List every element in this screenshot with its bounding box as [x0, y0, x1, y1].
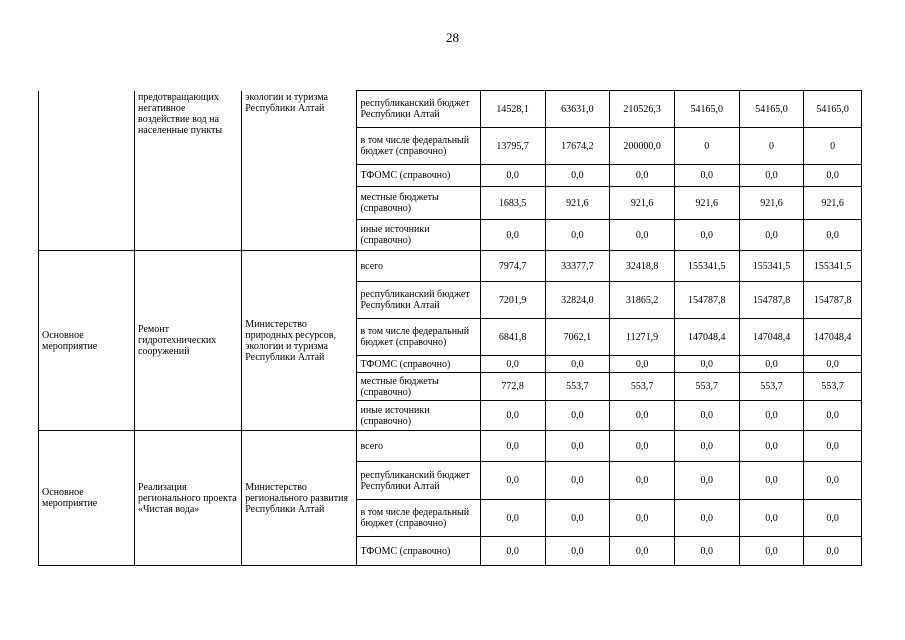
- value-cell: 7974,7: [480, 251, 545, 282]
- table-row: [39, 91, 862, 128]
- value-cell: 0,0: [674, 537, 739, 566]
- table-row: [39, 251, 862, 282]
- value-cell: 553,7: [739, 373, 804, 401]
- event-type-cell: Основное мероприятие: [39, 251, 135, 431]
- value-cell: 200000,0: [610, 128, 675, 165]
- value-cell: 54165,0: [804, 91, 862, 128]
- value-cell: 0,0: [739, 401, 804, 431]
- budget-table: [38, 90, 862, 566]
- value-cell: 0,0: [739, 165, 804, 187]
- value-cell: 7062,1: [545, 319, 610, 356]
- value-cell: 0,0: [610, 220, 675, 251]
- value-cell: 921,6: [674, 187, 739, 220]
- value-cell: 0,0: [674, 401, 739, 431]
- value-cell: 0,0: [674, 165, 739, 187]
- value-cell: 0,0: [674, 462, 739, 500]
- value-cell: 0,0: [610, 462, 675, 500]
- value-cell: 553,7: [804, 373, 862, 401]
- source-label-cell: ТФОМС (справочно): [357, 356, 480, 373]
- value-cell: 0: [739, 128, 804, 165]
- value-cell: 7201,9: [480, 282, 545, 319]
- value-cell: 921,6: [804, 187, 862, 220]
- value-cell: 0,0: [545, 356, 610, 373]
- value-cell: 921,6: [545, 187, 610, 220]
- source-label-cell: ТФОМС (справочно): [357, 537, 480, 566]
- event-name-cell: Реализация регионального проекта «Чистая вода»: [135, 431, 242, 566]
- value-cell: 0,0: [545, 220, 610, 251]
- value-cell: 155341,5: [674, 251, 739, 282]
- value-cell: 0,0: [480, 431, 545, 462]
- source-label-cell: республиканский бюджет Республики Алтай: [357, 282, 480, 319]
- value-cell: 0,0: [674, 220, 739, 251]
- value-cell: 54165,0: [739, 91, 804, 128]
- value-cell: 772,8: [480, 373, 545, 401]
- value-cell: 553,7: [545, 373, 610, 401]
- value-cell: 17674,2: [545, 128, 610, 165]
- value-cell: 0,0: [804, 165, 862, 187]
- value-cell: 210526,3: [610, 91, 675, 128]
- value-cell: 155341,5: [804, 251, 862, 282]
- value-cell: 0,0: [610, 431, 675, 462]
- source-label-cell: местные бюджеты (справочно): [357, 187, 480, 220]
- value-cell: 0,0: [545, 165, 610, 187]
- executor-cell: экологии и туризма Республики Алтай: [242, 91, 357, 251]
- value-cell: 0,0: [610, 165, 675, 187]
- value-cell: 0,0: [610, 401, 675, 431]
- source-label-cell: республиканский бюджет Республики Алтай: [357, 462, 480, 500]
- value-cell: 147048,4: [804, 319, 862, 356]
- value-cell: 0,0: [480, 401, 545, 431]
- event-name-cell: Ремонт гидротехнических сооружений: [135, 251, 242, 431]
- value-cell: 0,0: [610, 500, 675, 537]
- value-cell: 0,0: [804, 401, 862, 431]
- source-label-cell: местные бюджеты (справочно): [357, 373, 480, 401]
- source-label-cell: иные источники (справочно): [357, 401, 480, 431]
- value-cell: 0,0: [739, 500, 804, 537]
- source-label-cell: иные источники (справочно): [357, 220, 480, 251]
- executor-cell: Министерство природных ресурсов, экологии и туризма Республики Алтай: [242, 251, 357, 431]
- source-label-cell: всего: [357, 431, 480, 462]
- executor-cell: Министерство регионального развития Республики Алтай: [242, 431, 357, 566]
- value-cell: 0,0: [480, 462, 545, 500]
- value-cell: 0,0: [739, 462, 804, 500]
- value-cell: 32418,8: [610, 251, 675, 282]
- page-number: 28: [446, 30, 459, 45]
- value-cell: 1683,5: [480, 187, 545, 220]
- value-cell: 0,0: [480, 356, 545, 373]
- value-cell: 921,6: [610, 187, 675, 220]
- value-cell: 0,0: [480, 165, 545, 187]
- value-cell: 0,0: [545, 537, 610, 566]
- event-name-cell: предотвращающих негативное воздействие вод на населенные пункты: [135, 91, 242, 251]
- table-row: [39, 431, 862, 462]
- value-cell: 0,0: [804, 356, 862, 373]
- value-cell: 31865,2: [610, 282, 675, 319]
- value-cell: 54165,0: [674, 91, 739, 128]
- value-cell: 154787,8: [739, 282, 804, 319]
- value-cell: 0,0: [480, 220, 545, 251]
- value-cell: 0,0: [804, 431, 862, 462]
- value-cell: 154787,8: [804, 282, 862, 319]
- value-cell: 0,0: [739, 431, 804, 462]
- value-cell: 0,0: [545, 462, 610, 500]
- event-type-cell: [39, 91, 135, 251]
- value-cell: 0,0: [674, 431, 739, 462]
- value-cell: 155341,5: [739, 251, 804, 282]
- source-label-cell: в том числе федеральный бюджет (справочно): [357, 319, 480, 356]
- value-cell: 147048,4: [739, 319, 804, 356]
- value-cell: 0,0: [610, 537, 675, 566]
- value-cell: 0: [804, 128, 862, 165]
- value-cell: 553,7: [610, 373, 675, 401]
- value-cell: 0,0: [545, 401, 610, 431]
- value-cell: 0,0: [545, 500, 610, 537]
- value-cell: 0,0: [610, 356, 675, 373]
- source-label-cell: ТФОМС (справочно): [357, 165, 480, 187]
- value-cell: 147048,4: [674, 319, 739, 356]
- source-label-cell: в том числе федеральный бюджет (справочно): [357, 500, 480, 537]
- value-cell: 6841,8: [480, 319, 545, 356]
- value-cell: 154787,8: [674, 282, 739, 319]
- source-label-cell: республиканский бюджет Республики Алтай: [357, 91, 480, 128]
- value-cell: 11271,9: [610, 319, 675, 356]
- value-cell: 0,0: [739, 537, 804, 566]
- value-cell: 0,0: [804, 462, 862, 500]
- value-cell: 0,0: [480, 500, 545, 537]
- value-cell: 13795,7: [480, 128, 545, 165]
- value-cell: 0,0: [674, 356, 739, 373]
- source-label-cell: в том числе федеральный бюджет (справочно): [357, 128, 480, 165]
- source-label-cell: всего: [357, 251, 480, 282]
- value-cell: 0,0: [804, 500, 862, 537]
- value-cell: 0: [674, 128, 739, 165]
- table-body: [39, 91, 862, 566]
- value-cell: 0,0: [804, 537, 862, 566]
- value-cell: 921,6: [739, 187, 804, 220]
- value-cell: 0,0: [804, 220, 862, 251]
- value-cell: 32824,0: [545, 282, 610, 319]
- value-cell: 553,7: [674, 373, 739, 401]
- value-cell: 0,0: [480, 537, 545, 566]
- value-cell: 63631,0: [545, 91, 610, 128]
- value-cell: 0,0: [739, 220, 804, 251]
- event-type-cell: Основное мероприятие: [39, 431, 135, 566]
- value-cell: 33377,7: [545, 251, 610, 282]
- value-cell: 0,0: [545, 431, 610, 462]
- value-cell: 0,0: [739, 356, 804, 373]
- value-cell: 14528,1: [480, 91, 545, 128]
- value-cell: 0,0: [674, 500, 739, 537]
